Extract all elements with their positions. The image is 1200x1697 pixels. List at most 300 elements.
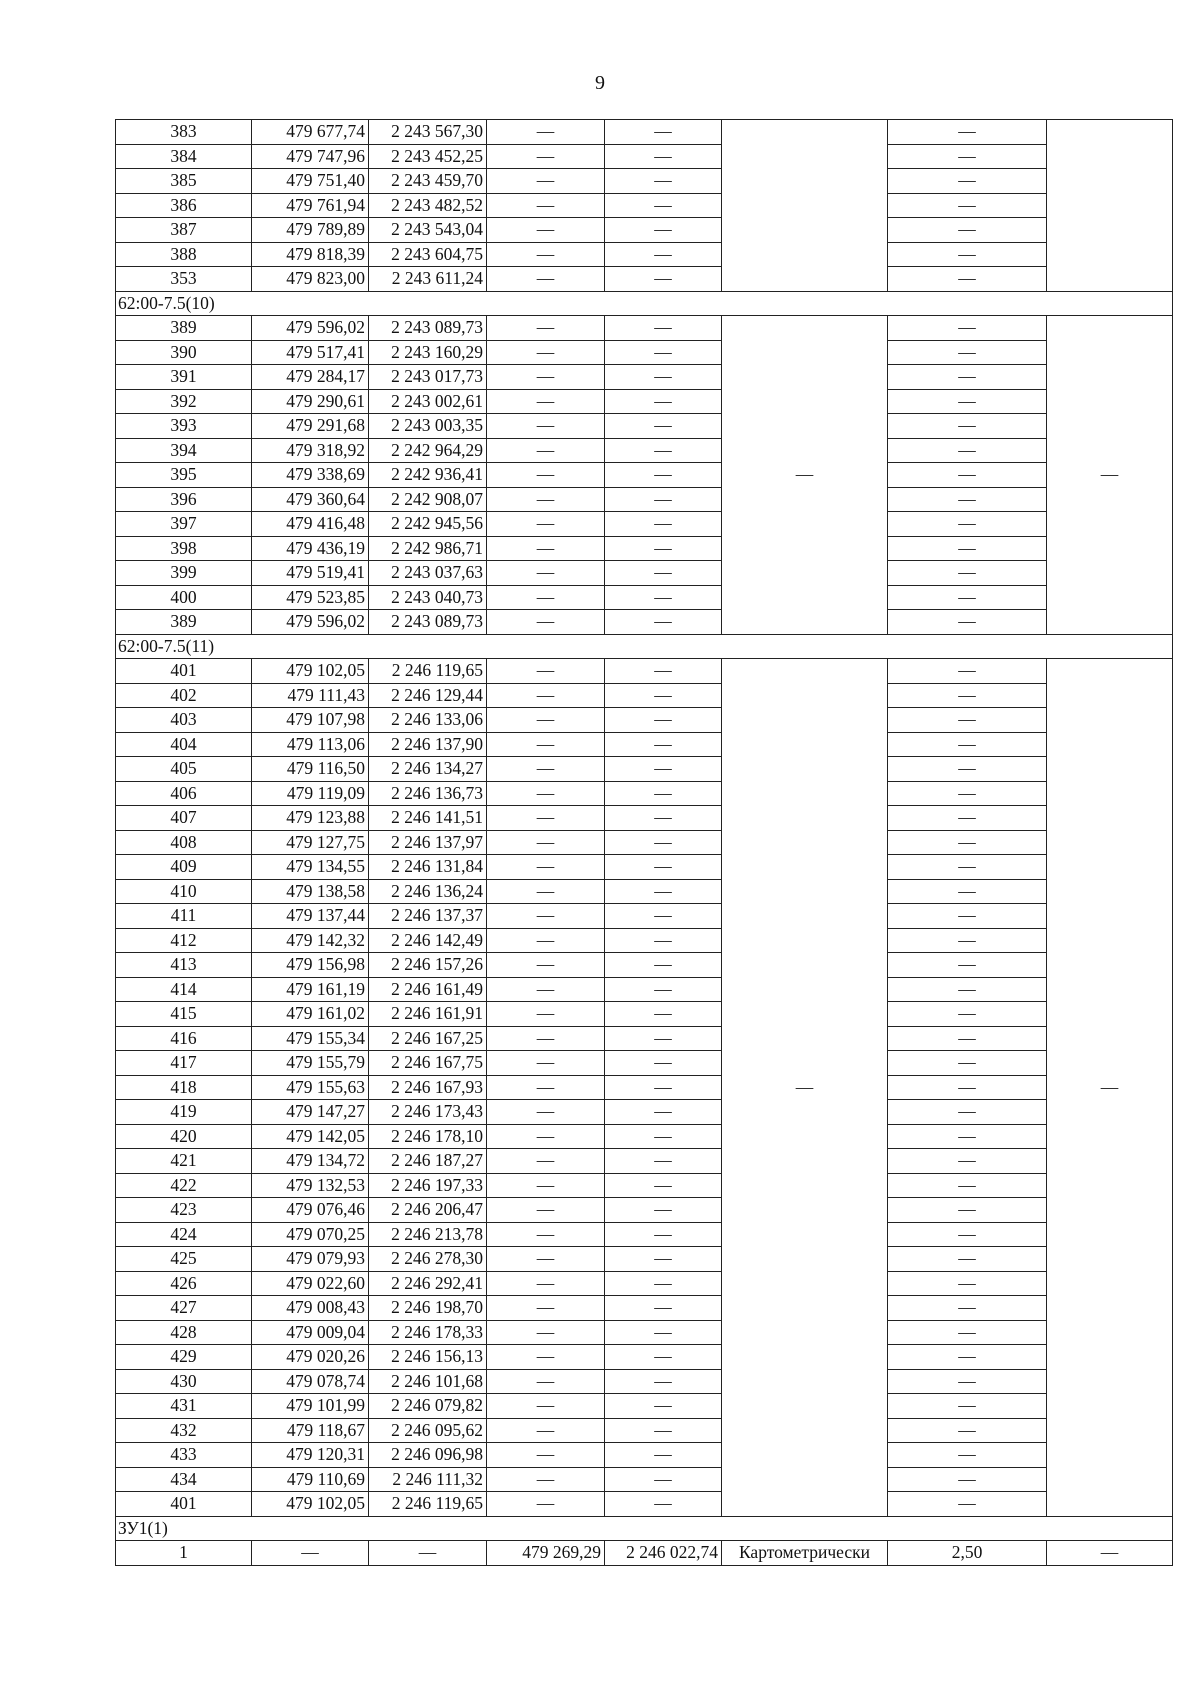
coord-y: 2 243 003,35	[369, 414, 487, 439]
coord-y: 2 243 611,24	[369, 267, 487, 292]
point-number: 401	[116, 1492, 252, 1517]
new-x-cell: —	[487, 1443, 605, 1468]
coord-x: 479 416,48	[252, 512, 369, 537]
new-y-cell: —	[605, 1320, 722, 1345]
new-y-cell: —	[605, 904, 722, 929]
new-y-cell: —	[605, 781, 722, 806]
new-x-cell: —	[487, 1149, 605, 1174]
coord-x: 479 155,63	[252, 1075, 369, 1100]
coord-y: —	[369, 1541, 487, 1566]
table-row	[116, 1100, 1173, 1125]
coord-x: 479 523,85	[252, 585, 369, 610]
new-x-cell: —	[487, 830, 605, 855]
coord-y: 2 246 198,70	[369, 1296, 487, 1321]
coord-x: 479 134,72	[252, 1149, 369, 1174]
point-number: 395	[116, 463, 252, 488]
new-x-cell: —	[487, 928, 605, 953]
accuracy-cell: —	[888, 708, 1047, 733]
accuracy-cell: —	[888, 389, 1047, 414]
new-y-cell: —	[605, 463, 722, 488]
point-number: 432	[116, 1418, 252, 1443]
coord-y: 2 246 119,65	[369, 1492, 487, 1517]
point-number: 411	[116, 904, 252, 929]
point-number: 385	[116, 169, 252, 194]
new-y-cell: —	[605, 757, 722, 782]
accuracy-cell: —	[888, 732, 1047, 757]
coord-x: 479 111,43	[252, 683, 369, 708]
coord-x: 479 110,69	[252, 1467, 369, 1492]
point-number: 431	[116, 1394, 252, 1419]
accuracy-cell: —	[888, 1271, 1047, 1296]
page-number: 9	[595, 72, 605, 94]
coord-y: 2 246 136,73	[369, 781, 487, 806]
coord-y: 2 242 945,56	[369, 512, 487, 537]
new-y-cell: —	[605, 1100, 722, 1125]
point-number: 428	[116, 1320, 252, 1345]
point-number: 408	[116, 830, 252, 855]
new-x-cell: —	[487, 365, 605, 390]
accuracy-cell: 2,50	[888, 1541, 1047, 1566]
point-number: 400	[116, 585, 252, 610]
section-header-row	[116, 1516, 1173, 1541]
coord-y: 2 243 604,75	[369, 242, 487, 267]
table-row	[116, 659, 1173, 684]
accuracy-cell: —	[888, 438, 1047, 463]
new-y-cell: —	[605, 267, 722, 292]
point-number: 353	[116, 267, 252, 292]
new-x-cell: —	[487, 1418, 605, 1443]
new-x-cell: —	[487, 1320, 605, 1345]
coord-y: 2 243 089,73	[369, 610, 487, 635]
coord-x: 479 155,34	[252, 1026, 369, 1051]
point-number: 427	[116, 1296, 252, 1321]
new-x-cell: —	[487, 1271, 605, 1296]
coord-x: 479 107,98	[252, 708, 369, 733]
coord-x: 479 123,88	[252, 806, 369, 831]
new-x-cell: —	[487, 1026, 605, 1051]
accuracy-cell: —	[888, 316, 1047, 341]
table-row	[116, 1051, 1173, 1076]
new-x-cell: —	[487, 1198, 605, 1223]
table-row	[116, 879, 1173, 904]
new-y-cell: —	[605, 365, 722, 390]
coord-y: 2 246 187,27	[369, 1149, 487, 1174]
new-x-cell: —	[487, 340, 605, 365]
accuracy-cell: —	[888, 1369, 1047, 1394]
point-number: 425	[116, 1247, 252, 1272]
table-row	[116, 561, 1173, 586]
point-number: 390	[116, 340, 252, 365]
coord-y: 2 242 964,29	[369, 438, 487, 463]
new-x-cell: —	[487, 1100, 605, 1125]
new-y-cell: —	[605, 169, 722, 194]
table-row	[116, 1394, 1173, 1419]
coord-x: 479 596,02	[252, 316, 369, 341]
point-number: 401	[116, 659, 252, 684]
coord-y: 2 246 141,51	[369, 806, 487, 831]
coord-y: 2 246 133,06	[369, 708, 487, 733]
table-row	[116, 438, 1173, 463]
description-cell: —	[1047, 1541, 1173, 1566]
coord-x: 479 022,60	[252, 1271, 369, 1296]
table-row	[116, 242, 1173, 267]
point-number: 406	[116, 781, 252, 806]
point-number: 386	[116, 193, 252, 218]
new-x-cell: —	[487, 708, 605, 733]
coord-y: 2 243 089,73	[369, 316, 487, 341]
accuracy-cell: —	[888, 610, 1047, 635]
table-row	[116, 1541, 1173, 1566]
point-number: 384	[116, 144, 252, 169]
accuracy-cell: —	[888, 365, 1047, 390]
new-x-cell: —	[487, 536, 605, 561]
point-number: 389	[116, 610, 252, 635]
table-row	[116, 830, 1173, 855]
coord-x: 479 119,09	[252, 781, 369, 806]
new-y-cell: —	[605, 683, 722, 708]
accuracy-cell: —	[888, 1075, 1047, 1100]
description-cell: —	[1047, 316, 1173, 635]
table-row	[116, 487, 1173, 512]
coord-y: 2 246 167,93	[369, 1075, 487, 1100]
coord-y: 2 243 482,52	[369, 193, 487, 218]
new-x-cell: —	[487, 1051, 605, 1076]
point-number: 383	[116, 120, 252, 145]
new-x-cell: —	[487, 1173, 605, 1198]
point-number: 410	[116, 879, 252, 904]
accuracy-cell: —	[888, 414, 1047, 439]
new-x-cell: —	[487, 1394, 605, 1419]
new-y-cell: —	[605, 928, 722, 953]
new-y-cell: —	[605, 1418, 722, 1443]
accuracy-cell: —	[888, 561, 1047, 586]
coord-x: 479 113,06	[252, 732, 369, 757]
coord-y: 2 243 017,73	[369, 365, 487, 390]
coord-y: 2 243 452,25	[369, 144, 487, 169]
accuracy-cell: —	[888, 757, 1047, 782]
coordinates-table	[115, 119, 1173, 1566]
coord-x: 479 318,92	[252, 438, 369, 463]
coord-x: 479 360,64	[252, 487, 369, 512]
point-number: 1	[116, 1541, 252, 1566]
new-x-cell: —	[487, 904, 605, 929]
coord-y: 2 243 567,30	[369, 120, 487, 145]
point-number: 421	[116, 1149, 252, 1174]
new-y-cell: —	[605, 120, 722, 145]
point-number: 405	[116, 757, 252, 782]
coord-x: 479 519,41	[252, 561, 369, 586]
point-number: 407	[116, 806, 252, 831]
table-row	[116, 1418, 1173, 1443]
coord-y: 2 246 178,10	[369, 1124, 487, 1149]
accuracy-cell: —	[888, 585, 1047, 610]
point-number: 397	[116, 512, 252, 537]
table-row	[116, 1124, 1173, 1149]
new-y-cell: —	[605, 659, 722, 684]
coord-y: 2 242 936,41	[369, 463, 487, 488]
coord-x: 479 161,02	[252, 1002, 369, 1027]
coord-x: 479 134,55	[252, 855, 369, 880]
table-row	[116, 1149, 1173, 1174]
point-number: 398	[116, 536, 252, 561]
table-row	[116, 928, 1173, 953]
point-number: 416	[116, 1026, 252, 1051]
coord-y: 2 246 167,75	[369, 1051, 487, 1076]
accuracy-cell: —	[888, 830, 1047, 855]
accuracy-cell: —	[888, 928, 1047, 953]
accuracy-cell: —	[888, 463, 1047, 488]
point-number: 422	[116, 1173, 252, 1198]
method-cell: Картометрически	[722, 1541, 888, 1566]
point-number: 396	[116, 487, 252, 512]
coord-y: 2 246 206,47	[369, 1198, 487, 1223]
point-number: 402	[116, 683, 252, 708]
point-number: 419	[116, 1100, 252, 1125]
coord-y: 2 246 142,49	[369, 928, 487, 953]
accuracy-cell: —	[888, 340, 1047, 365]
coord-x: 479 102,05	[252, 1492, 369, 1517]
accuracy-cell: —	[888, 1492, 1047, 1517]
new-y-cell: —	[605, 1149, 722, 1174]
coord-y: 2 246 157,26	[369, 953, 487, 978]
new-x-cell: —	[487, 585, 605, 610]
table-row	[116, 169, 1173, 194]
coord-x: 479 101,99	[252, 1394, 369, 1419]
coord-x: 479 078,74	[252, 1369, 369, 1394]
table-row	[116, 585, 1173, 610]
new-y-cell: —	[605, 806, 722, 831]
coord-x: 479 290,61	[252, 389, 369, 414]
point-number: 391	[116, 365, 252, 390]
new-x-cell: —	[487, 389, 605, 414]
table-row	[116, 267, 1173, 292]
coord-x: 479 008,43	[252, 1296, 369, 1321]
description-cell: —	[1047, 659, 1173, 1517]
table-row	[116, 463, 1173, 488]
point-number: 393	[116, 414, 252, 439]
point-number: 413	[116, 953, 252, 978]
new-y-cell: —	[605, 879, 722, 904]
table-row	[116, 1271, 1173, 1296]
table-row	[116, 1443, 1173, 1468]
coord-x: 479 132,53	[252, 1173, 369, 1198]
coord-x: 479 761,94	[252, 193, 369, 218]
accuracy-cell: —	[888, 855, 1047, 880]
new-y-cell: —	[605, 487, 722, 512]
new-y-cell: —	[605, 610, 722, 635]
coord-y: 2 246 111,32	[369, 1467, 487, 1492]
table-row	[116, 781, 1173, 806]
new-x-cell: —	[487, 438, 605, 463]
coord-y: 2 243 037,63	[369, 561, 487, 586]
accuracy-cell: —	[888, 1100, 1047, 1125]
new-x-cell: —	[487, 487, 605, 512]
accuracy-cell: —	[888, 487, 1047, 512]
new-y-cell: —	[605, 1026, 722, 1051]
table-row	[116, 610, 1173, 635]
accuracy-cell: —	[888, 904, 1047, 929]
point-number: 433	[116, 1443, 252, 1468]
new-y-cell: —	[605, 389, 722, 414]
new-x-cell: —	[487, 1369, 605, 1394]
table-row	[116, 316, 1173, 341]
coord-x: 479 517,41	[252, 340, 369, 365]
coord-x: 479 147,27	[252, 1100, 369, 1125]
coord-x: 479 120,31	[252, 1443, 369, 1468]
table-row	[116, 1075, 1173, 1100]
coord-x: 479 284,17	[252, 365, 369, 390]
new-x-cell: —	[487, 1124, 605, 1149]
accuracy-cell: —	[888, 169, 1047, 194]
point-number: 412	[116, 928, 252, 953]
point-number: 429	[116, 1345, 252, 1370]
coord-y: 2 246 197,33	[369, 1173, 487, 1198]
new-y-cell: —	[605, 438, 722, 463]
section-title: ЗУ1(1)	[116, 1516, 1173, 1541]
coord-x: 479 436,19	[252, 536, 369, 561]
new-x-cell: —	[487, 316, 605, 341]
new-x-cell: —	[487, 414, 605, 439]
new-x-cell: —	[487, 267, 605, 292]
new-x-cell: —	[487, 1345, 605, 1370]
new-x-cell: —	[487, 218, 605, 243]
point-number: 423	[116, 1198, 252, 1223]
new-y-cell: —	[605, 855, 722, 880]
table-row	[116, 683, 1173, 708]
accuracy-cell: —	[888, 218, 1047, 243]
method-cell: —	[722, 316, 888, 635]
new-y-cell: —	[605, 1124, 722, 1149]
new-x-cell: —	[487, 977, 605, 1002]
new-y-cell: —	[605, 1002, 722, 1027]
new-y-cell: —	[605, 830, 722, 855]
accuracy-cell: —	[888, 1320, 1047, 1345]
new-x-cell: —	[487, 1222, 605, 1247]
coord-y: 2 243 002,61	[369, 389, 487, 414]
point-number: 392	[116, 389, 252, 414]
point-number: 414	[116, 977, 252, 1002]
new-y-cell: —	[605, 1369, 722, 1394]
new-x-cell: —	[487, 193, 605, 218]
table-row	[116, 1369, 1173, 1394]
table-row	[116, 389, 1173, 414]
coord-x: 479 070,25	[252, 1222, 369, 1247]
table-row	[116, 144, 1173, 169]
point-number: 420	[116, 1124, 252, 1149]
new-x-cell: —	[487, 242, 605, 267]
new-y-cell: 2 246 022,74	[605, 1541, 722, 1566]
accuracy-cell: —	[888, 1198, 1047, 1223]
point-number: 394	[116, 438, 252, 463]
new-x-cell: —	[487, 732, 605, 757]
accuracy-cell: —	[888, 781, 1047, 806]
section-header-row	[116, 291, 1173, 316]
coord-x: 479 291,68	[252, 414, 369, 439]
accuracy-cell: —	[888, 1124, 1047, 1149]
coord-y: 2 243 459,70	[369, 169, 487, 194]
point-number: 409	[116, 855, 252, 880]
coord-y: 2 246 292,41	[369, 1271, 487, 1296]
new-y-cell: —	[605, 1467, 722, 1492]
accuracy-cell: —	[888, 1149, 1047, 1174]
accuracy-cell: —	[888, 806, 1047, 831]
new-x-cell: —	[487, 1467, 605, 1492]
coord-x: 479 818,39	[252, 242, 369, 267]
table-row	[116, 193, 1173, 218]
new-x-cell: —	[487, 781, 605, 806]
new-y-cell: —	[605, 218, 722, 243]
new-y-cell: —	[605, 953, 722, 978]
table-row	[116, 512, 1173, 537]
new-y-cell: —	[605, 732, 722, 757]
coord-y: 2 246 213,78	[369, 1222, 487, 1247]
table-row	[116, 732, 1173, 757]
new-x-cell: —	[487, 1492, 605, 1517]
new-x-cell: —	[487, 806, 605, 831]
new-y-cell: —	[605, 1296, 722, 1321]
table-row	[116, 1492, 1173, 1517]
method-cell	[722, 120, 888, 292]
new-x-cell: —	[487, 1075, 605, 1100]
point-number: 388	[116, 242, 252, 267]
coord-x: 479 009,04	[252, 1320, 369, 1345]
coord-x: 479 076,46	[252, 1198, 369, 1223]
new-y-cell: —	[605, 193, 722, 218]
new-x-cell: —	[487, 561, 605, 586]
table-row	[116, 757, 1173, 782]
accuracy-cell: —	[888, 193, 1047, 218]
section-title: 62:00-7.5(10)	[116, 291, 1173, 316]
table-row	[116, 218, 1173, 243]
coord-x: 479 102,05	[252, 659, 369, 684]
coord-x: 479 156,98	[252, 953, 369, 978]
accuracy-cell: —	[888, 659, 1047, 684]
new-x-cell: —	[487, 1296, 605, 1321]
new-x-cell: —	[487, 953, 605, 978]
new-y-cell: —	[605, 340, 722, 365]
point-number: 430	[116, 1369, 252, 1394]
new-x-cell: —	[487, 169, 605, 194]
coord-y: 2 246 161,91	[369, 1002, 487, 1027]
accuracy-cell: —	[888, 267, 1047, 292]
description-cell	[1047, 120, 1173, 292]
accuracy-cell: —	[888, 1296, 1047, 1321]
table-row	[116, 365, 1173, 390]
coord-y: 2 246 278,30	[369, 1247, 487, 1272]
accuracy-cell: —	[888, 1443, 1047, 1468]
new-y-cell: —	[605, 585, 722, 610]
coord-x: 479 137,44	[252, 904, 369, 929]
accuracy-cell: —	[888, 536, 1047, 561]
accuracy-cell: —	[888, 1026, 1047, 1051]
coord-y: 2 246 136,24	[369, 879, 487, 904]
coord-x: 479 596,02	[252, 610, 369, 635]
accuracy-cell: —	[888, 879, 1047, 904]
accuracy-cell: —	[888, 1394, 1047, 1419]
new-y-cell: —	[605, 1394, 722, 1419]
coord-y: 2 242 908,07	[369, 487, 487, 512]
coord-y: 2 246 137,90	[369, 732, 487, 757]
new-y-cell: —	[605, 242, 722, 267]
coord-y: 2 246 079,82	[369, 1394, 487, 1419]
table-row	[116, 1002, 1173, 1027]
new-y-cell: —	[605, 1443, 722, 1468]
coord-y: 2 246 178,33	[369, 1320, 487, 1345]
coord-y: 2 246 131,84	[369, 855, 487, 880]
coord-y: 2 246 137,37	[369, 904, 487, 929]
coord-x: 479 338,69	[252, 463, 369, 488]
new-y-cell: —	[605, 1198, 722, 1223]
